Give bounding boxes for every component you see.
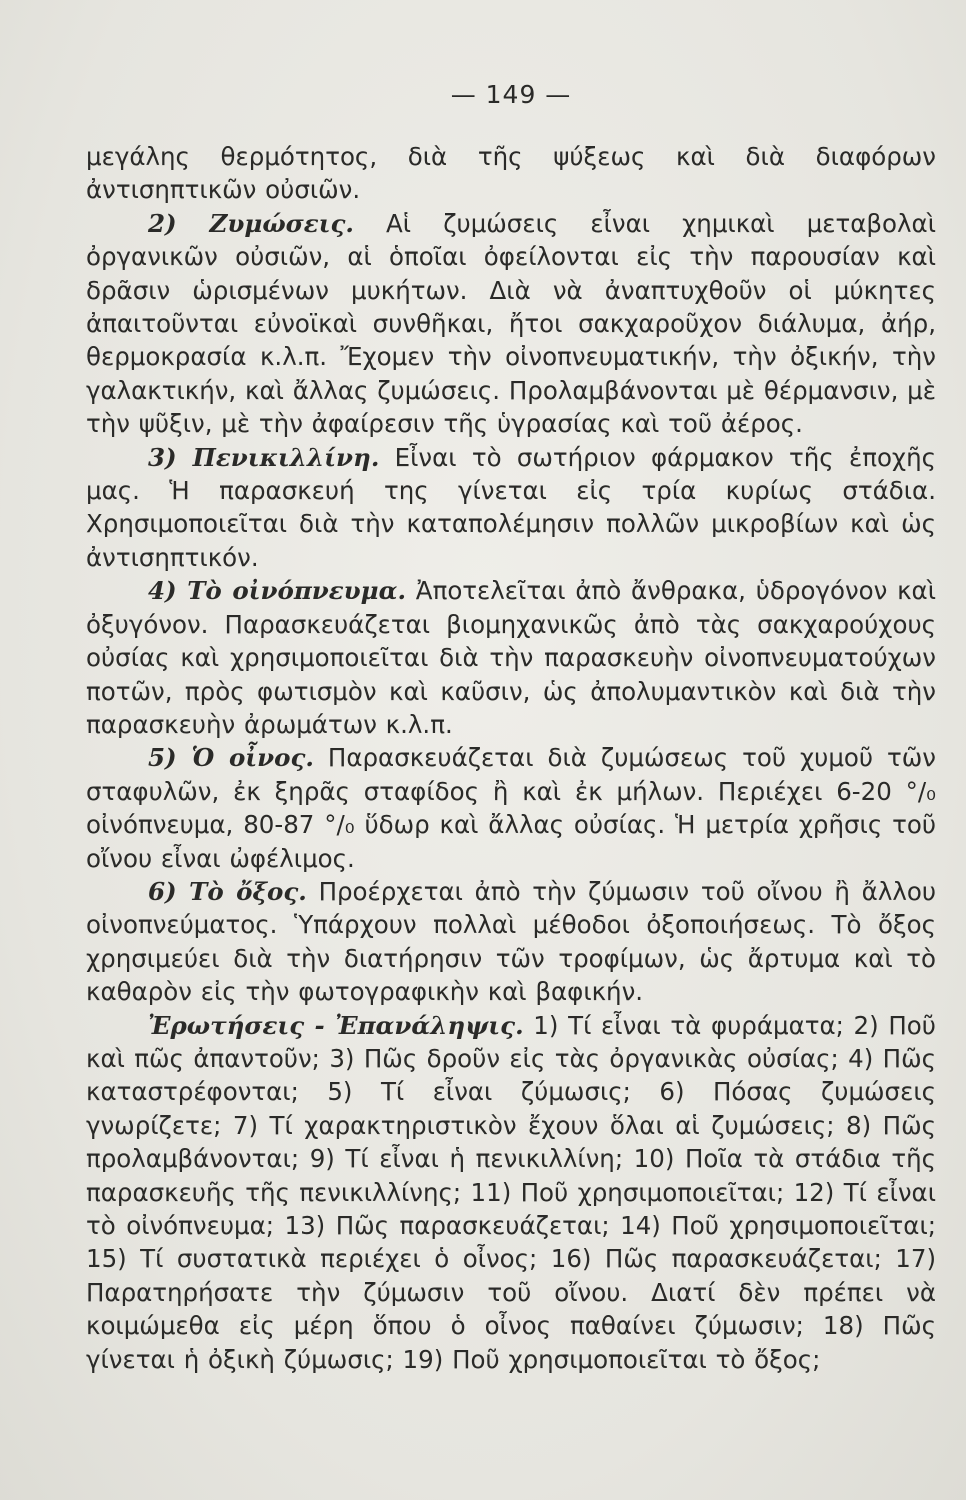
paragraph-review-questions [86, 1009, 936, 1376]
page-body [86, 140, 936, 1376]
paragraph-penicillin [86, 441, 936, 575]
paragraph-text: Ἀποτελεῖται ἀπὸ ἄνθρακα, ὑδρογόνον καὶ ὀξυγόνον. Παρασκευάζεται βιομηχανικῶς ἀπὸ τὰς σακχαρούχους οὐσίας καὶ χρησιμοποιεῖται διὰ τὴν παρασκευὴν οἰνοπνευματούχων ποτῶν, πρὸς φωτισμὸν καὶ καῦσιν, ὡς ἀπολυμαντικὸν καὶ διὰ τὴν παρασκευὴν ἀρωμάτων κ.λ.π. [86, 576, 936, 739]
paragraph-text: Αἱ ζυμώσεις εἶναι χημικαὶ μεταβολαὶ ὀργανικῶν οὐσιῶν, αἱ ὁποῖαι ὀφείλονται εἰς τὴν παρουσίαν καὶ δρᾶσιν ὡρισμένων μυκήτων. Διὰ νὰ ἀναπτυχθοῦν οἱ μύκητες ἀπαιτοῦνται εὐνοϊκαὶ συνθῆκαι, ἤτοι σακχαροῦχον διάλυμα, ἀήρ, θερμοκρασία κ.λ.π. Ἔχομεν τὴν οἰνοπνευματικήν, τὴν ὀξικήν, τὴν γαλακτικήν, καὶ ἄλλας ζυμώσεις. Προλαμβάνονται μὲ θέρμανσιν, μὲ τὴν ψῦξιν, μὲ τὴν ἀφαίρεσιν τῆς ὑγρασίας καὶ τοῦ ἀέρος. [86, 208, 936, 439]
paragraph-text: Εἶναι τὸ σωτήριον φάρμακον τῆς ἐποχῆς μας. Ἡ παρασκευή της γίνεται εἰς τρία κυρίως στάδια. Χρησιμοποιεῖται διὰ τὴν καταπολέμησιν πολλῶν μικροβίων καὶ ὡς ἀντισηπτικόν. [86, 442, 936, 572]
section-heading: Ἐρωτήσεις - Ἐπανάληψις. [148, 1010, 524, 1040]
paragraph-text: 1) Τί εἶναι τὰ φυράματα; 2) Ποῦ καὶ πῶς ἀπαντοῦν; 3) Πῶς δροῦν εἰς τὰς ὀργανικὰς οὐσίας; 4) Πῶς καταστρέφονται; 5) Τί εἶναι ζύμωσις; 6) Πόσας ζυμώσεις γνωρίζετε; 7) Τί χαρακτηριστικὸν ἔχουν ὅλαι αἱ ζυμώσεις; 8) Πῶς προλαμβάνονται; 9) Τί εἶναι ἡ πενικιλλίνη; 10) Ποῖα τὰ στάδια τῆς παρασκευῆς τῆς πενικιλλίνης; 11) Ποῦ χρησιμοποιεῖται; 12) Τί εἶναι τὸ οἰνόπνευμα; 13) Πῶς παρασκευάζεται; 14) Ποῦ χρησιμοποιεῖται; 15) Τί συστατικὰ περιέχει ὁ οἶνος; 16) Πῶς παρασκευάζεται; 17) Παρατηρήσατε τὴν ζύμωσιν τοῦ οἴνου. Διατί δὲν πρέπει νὰ κοιμώμεθα εἰς μέρη ὅπου ὁ οἶνος παθαίνει ζύμωσιν; 18) Πῶς γίνεται ἡ ὀξικὴ ζύμωσις; 19) Ποῦ χρησιμοποιεῖται τὸ ὄξος; [86, 1010, 936, 1374]
section-heading: 6) Τὸ ὄξος. [148, 876, 307, 906]
paragraph-text: Προέρχεται ἀπὸ τὴν ζύμωσιν τοῦ οἴνου ἢ ἄλλου οἰνοπνεύματος. Ὑπάρχουν πολλαὶ μέθοδοι ὀξοποιήσεως. Τὸ ὄξος χρησιμεύει διὰ τὴν διατήρησιν τῶν τροφίμων, ὡς ἄρτυμα καὶ τὸ καθαρὸν εἰς τὴν φωτογραφικὴν καὶ βαφικήν. [86, 876, 936, 1007]
page-number: — 149 — [450, 80, 572, 109]
paragraph-text: Παρασκευάζεται διὰ ζυμώσεως τοῦ χυμοῦ τῶν σταφυλῶν, ἐκ ξηρᾶς σταφίδος ἢ καὶ ἐκ μήλων. Περιέχει 6-20 °/₀ οἰνόπνευμα, 80-87 °/₀ ὕδωρ καὶ ἄλλας οὐσίας. Ἡ μετρία χρῆσις τοῦ οἴνου εἶναι ὠφέλιμος. [86, 743, 936, 873]
paragraph-alcohol [86, 574, 936, 741]
paragraph-fermentations [86, 207, 936, 441]
paragraph-vinegar [86, 875, 936, 1009]
section-heading: 3) Πενικιλλίνη. [148, 442, 380, 472]
section-heading: 4) Τὸ οἰνόπνευμα. [148, 576, 406, 606]
section-heading: 5) Ὁ οἶνος. [148, 743, 314, 773]
paragraph-wine [86, 741, 936, 875]
section-heading: 2) Ζυμώσεις. [148, 208, 354, 238]
paragraph-text: μεγάλης θερμότητος, διὰ τῆς ψύξεως καὶ διὰ διαφόρων ἀντισηπτικῶν οὐσιῶν. [86, 142, 936, 205]
paragraph-continuation [86, 140, 936, 207]
